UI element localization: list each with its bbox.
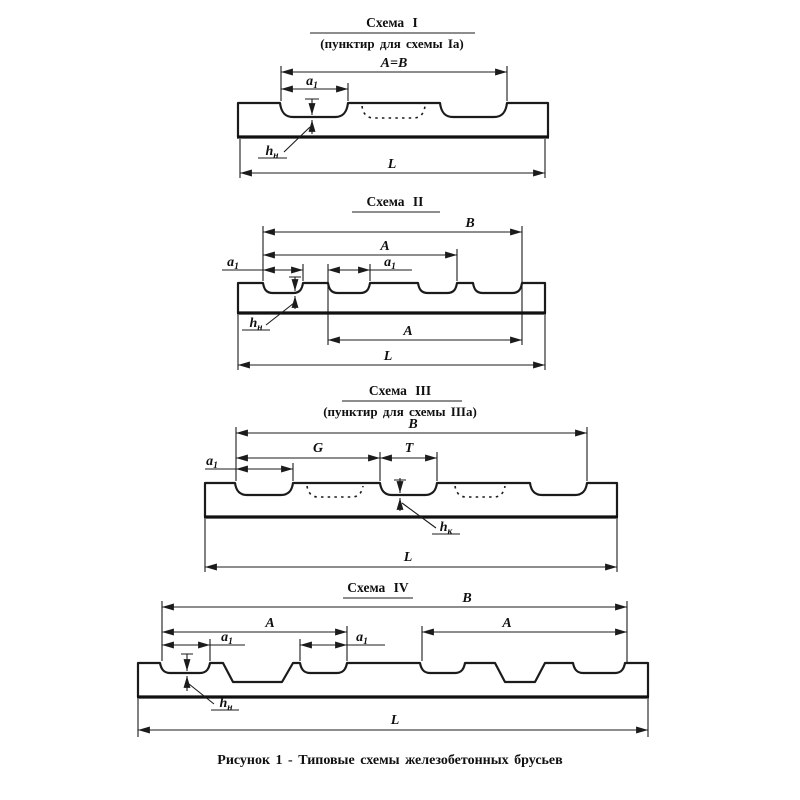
- scheme-1-dim-l-label: L: [387, 157, 397, 172]
- scheme-4-dim-l-label: L: [390, 713, 400, 728]
- scheme-4-dim-h-label: $h_н$: [219, 696, 233, 713]
- scheme-3-dim-b-label: B: [408, 417, 418, 432]
- scheme-1-dim-a1-label: $a_1$: [306, 74, 318, 91]
- scheme-1: [237, 15, 549, 178]
- scheme-1-dim-h-label: $h_н$: [265, 144, 279, 161]
- scheme-1-title: Схема I: [366, 15, 418, 30]
- scheme-2-dim-l-label: L: [383, 349, 393, 364]
- scheme-4-dim-a-right-label: A: [502, 616, 512, 631]
- scheme-1-subtitle: (пунктир для схемы Iа): [320, 36, 464, 51]
- scheme-2-dim-b-label: B: [465, 216, 475, 231]
- scheme-4-title: Схема IV: [347, 580, 409, 595]
- scheme-4-dim-a1-second-label: $a_1$: [356, 630, 368, 647]
- scheme-3-dim-t-label: T: [404, 441, 414, 456]
- scheme-3-h-leader: [394, 480, 460, 534]
- scheme-4-dim-b-label: B: [462, 591, 472, 606]
- scheme-2: [222, 194, 546, 370]
- scheme-3-dim-g-label: G: [312, 441, 324, 456]
- scheme-1-dim-ab-label: A=B: [380, 56, 408, 71]
- scheme-3: [204, 383, 618, 572]
- scheme-2-dim-a1-left-label: $a_1$: [227, 255, 239, 272]
- scheme-3-bar-profile: [205, 483, 617, 517]
- scheme-3-dim-a1-label: $a_1$: [206, 454, 218, 471]
- scheme-4-dim-a1-first-label: $a_1$: [221, 630, 233, 647]
- scheme-1-bar-profile: [238, 103, 548, 137]
- scheme-3-subtitle: (пунктир для схемы IIIа): [323, 404, 477, 419]
- scheme-2-title: Схема II: [366, 194, 424, 209]
- scheme-3-dim-h-label: $h_к$: [439, 520, 453, 537]
- scheme-2-dim-a1-right-label: $a_1$: [384, 255, 396, 272]
- scheme-3-title: Схема III: [368, 383, 432, 398]
- scheme-2-dim-h-label: $h_н$: [249, 316, 263, 333]
- scheme-1-dashed-recess: [362, 106, 425, 118]
- scheme-3-dim-l-label: L: [403, 550, 413, 565]
- scheme-4-dim-a-left-label: A: [265, 616, 275, 631]
- figure-caption: Рисунок 1 - Типовые схемы железобетонных брусьев: [217, 753, 563, 768]
- scheme-2-dim-a-top-label: A: [380, 239, 390, 254]
- scheme-2-bar-profile: [238, 283, 545, 313]
- scheme-4-bar-profile: [138, 663, 648, 697]
- scheme-4: [137, 580, 649, 737]
- scheme-2-dim-a-bottom-label: A: [403, 324, 413, 339]
